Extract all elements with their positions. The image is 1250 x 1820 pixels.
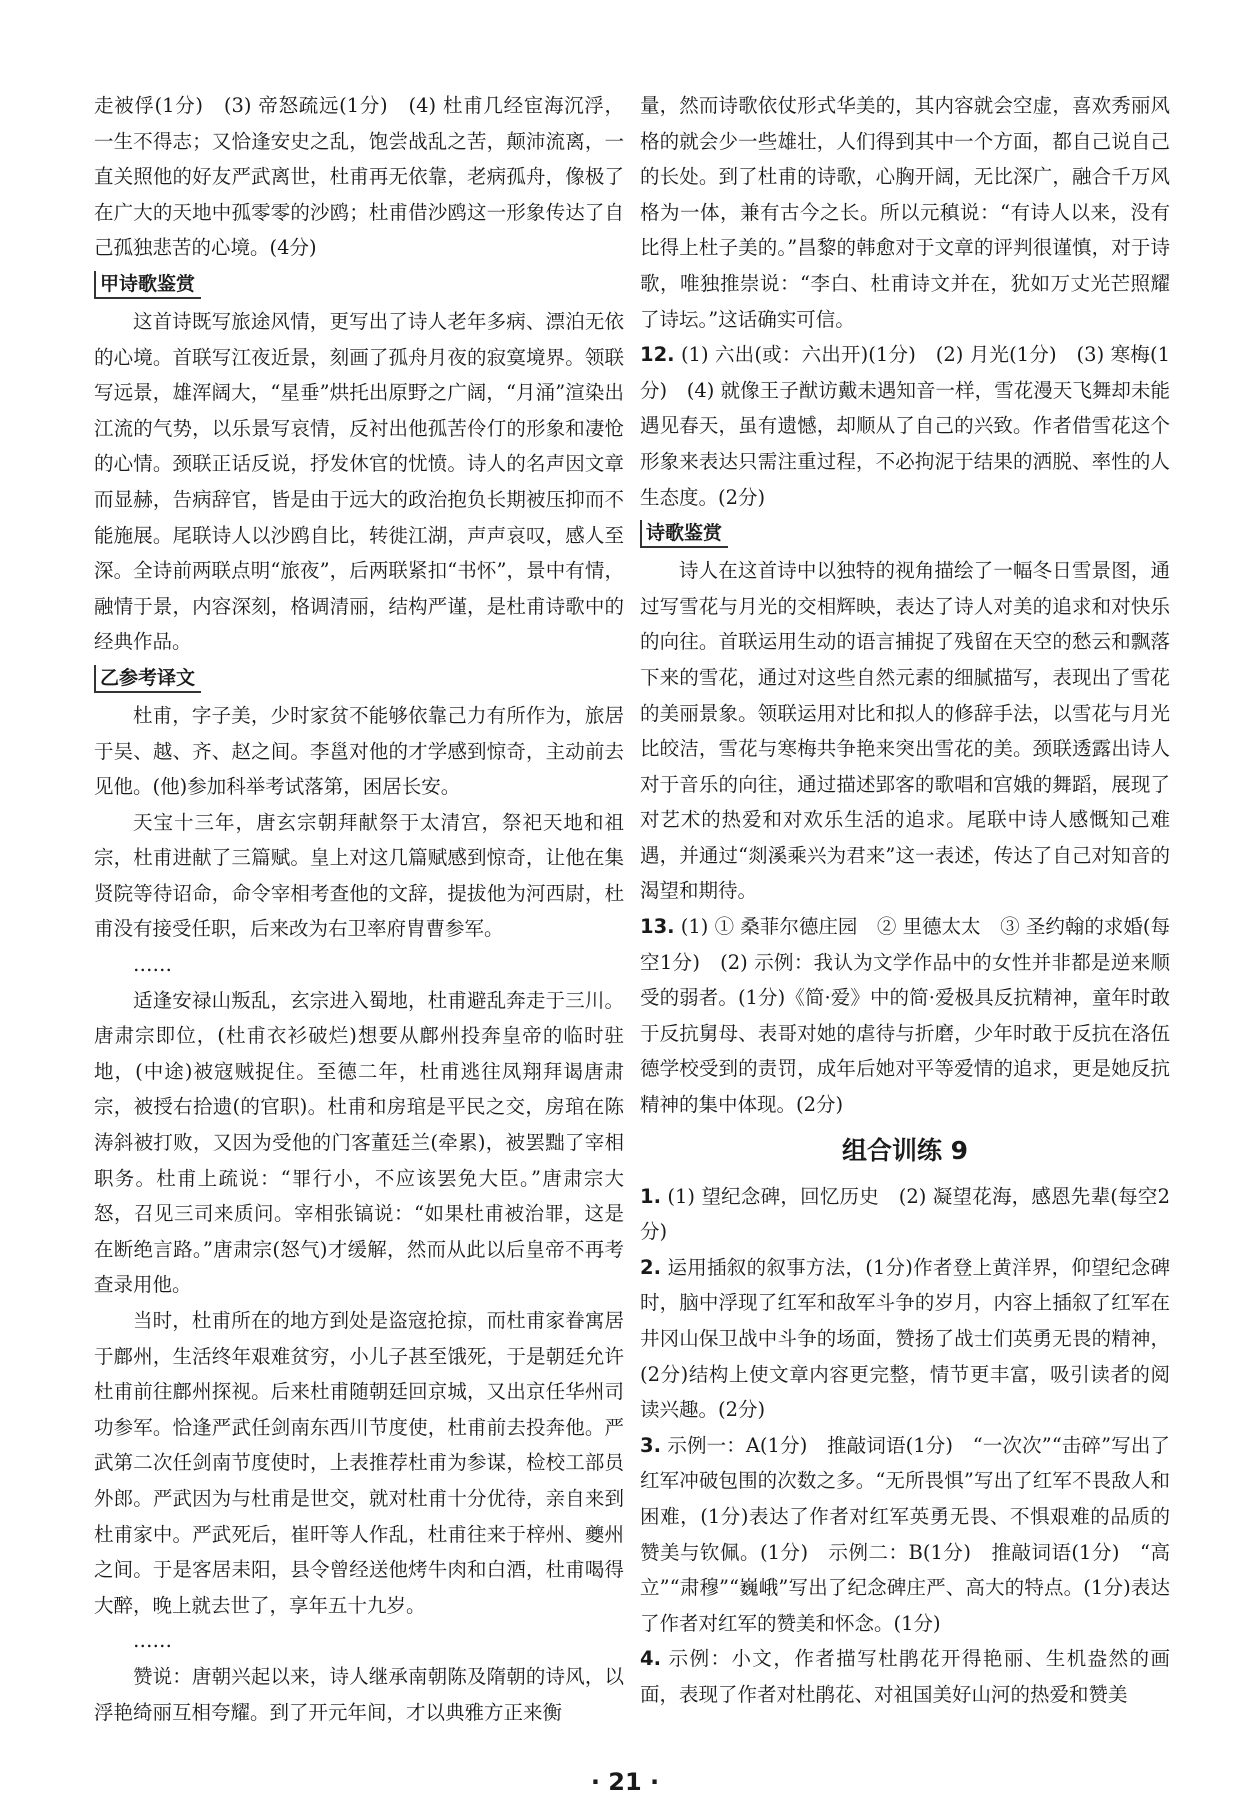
left-column [94, 88, 624, 1730]
question-number: 3. [640, 1433, 661, 1457]
paragraph: 走被俘(1分) (3) 帝怒疏远(1分) (4) 杜甫几经宦海沉浮，一生不得志；又恰逢安史之乱，饱尝战乱之苦，颠沛流离，一直关照他的好友严武离世，杜甫再无依靠，老病孤舟，像极了在广大的天地中孤零零的沙鸥；杜甫借沙鸥这一形象传达了自己孤独悲苦的心境。(4分) [94, 94, 624, 260]
question-number: 1. [640, 1184, 661, 1208]
paragraph: 量，然而诗歌依仗形式华美的，其内容就会空虚，喜欢秀丽风格的就会少一些雄壮，人们得到其中一个方面，都自己说自己的长处。到了杜甫的诗歌，心胸开阔，无比深广，融合千万风格为一体，兼有古今之长。所以元稹说：“有诗人以来，没有比得上杜子美的。”昌黎的韩愈对于文章的评判很谨慎，对于诗歌，唯独推崇说：“李白、杜甫诗文并在，犹如万丈光芒照耀了诗坛。”这话确实可信。 [640, 94, 1170, 331]
paragraph: 诗人在这首诗中以独特的视角描绘了一幅冬日雪景图，通过写雪花与月光的交相辉映，表达了诗人对美的追求和对快乐的向往。首联运用生动的语言捕捉了残留在天空的愁云和飘落下来的雪花，通过对这些自然元素的细腻描写，表现出了雪花的美丽景象。领联运用对比和拟人的修辞手法，以雪花与月光比皎洁，雪花与寒梅共争艳来突出雪花的美。颈联透露出诗人对于音乐的向往，通过描述郢客的歌唱和宫娥的舞蹈，展现了对艺术的热爱和对欢乐生活的追求。尾联中诗人感慨知己难遇，并通过“剡溪乘兴为君来”这一表述，传达了自己对知音的渴望和期待。 [640, 559, 1170, 903]
question-number: 12. [640, 343, 675, 367]
answer-item [640, 1250, 1170, 1428]
answer-item [640, 337, 1170, 515]
answer-text: 示例：小文，作者描写杜鹃花开得艳丽、生机盎然的画面，表现了作者对杜鹃花、对祖国美好山河的热爱和赞美 [640, 1647, 1170, 1706]
section-heading-row [94, 266, 624, 304]
section-heading: 乙参考译文 [94, 665, 201, 693]
paragraph: …… [133, 953, 172, 977]
answer-item [640, 909, 1170, 1123]
answer-text: (1) ① 桑菲尔德庄园 ② 里德太太 ③ 圣约翰的求婚(每空1分) (2) 示例：我认为文学作品中的女性并非都是逆来顺受的弱者。(1分)《简·爱》中的简·爱极具反抗精神，童年时敢于反抗舅母、表哥对她的虐待与折磨，少年时敢于反抗在洛伍德学校受到的责罚，成年后她对平等爱情的追求，更是她反抗精神的集中体现。(2分) [640, 915, 1170, 1117]
paragraph: 天宝十三年，唐玄宗朝拜献祭于太清宫，祭祀天地和祖宗，杜甫进献了三篇赋。皇上对这几篇赋感到惊奇，让他在集贤院等待诏命，命令宰相考查他的文辞，提拔他为河西尉，杜甫没有接受任职，后来改为右卫率府胄曹参军。 [94, 810, 624, 941]
section-heading: 甲诗歌鉴赏 [94, 271, 201, 299]
paragraph: 这首诗既写旅途风情，更写出了诗人老年多病、漂泊无依的心境。首联写江夜近景，刻画了孤舟月夜的寂寞境界。领联写远景，雄浑阔大，“星垂”烘托出原野之广阔，“月涌”渲染出江流的气势，以乐景写哀情，反衬出他孤苦伶仃的形象和凄怆的心情。颈联正话反说，抒发休官的忧愤。诗人的名声因文章而显赫，告病辞官，皆是由于远大的政治抱负长期被压抑而不能施展。尾联诗人以沙鸥自比，转徙江湖，声声哀叹，感人至深。全诗前两联点明“旅夜”，后两联紧扣“书怀”，景中有情，融情于景，内容深刻，格调清丽，结构严谨，是杜甫诗歌中的经典作品。 [94, 309, 624, 654]
section-heading: 诗歌鉴赏 [640, 520, 728, 548]
question-number: 2. [640, 1255, 661, 1279]
section-heading-row [640, 515, 1170, 553]
paragraph: 适逢安禄山叛乱，玄宗进入蜀地，杜甫避乱奔走于三川。唐肃宗即位，(杜甫衣衫破烂)想要从鄜州投奔皇帝的临时驻地，(中途)被寇贼捉住。至德二年，杜甫逃往凤翔拜谒唐肃宗，被授右拾遗(的官职)。杜甫和房琯是平民之交，房琯在陈涛斜被打败，又因为受他的门客董廷兰(牵累)，被罢黜了宰相职务。杜甫上疏说：“罪行小，不应该罢免大臣。”唐肃宗大怒，召见三司来质问。宰相张镐说：“如果杜甫被治罪，这是在断绝言路。”唐肃宗(怒气)才缓解，然而从此以后皇帝不再考查录用他。 [94, 988, 624, 1297]
answer-item [640, 1179, 1170, 1250]
answer-text: (1) 六出(或：六出开)(1分) (2) 月光(1分) (3) 寒梅(1分) (4) 就像王子猷访戴未遇知音一样，雪花漫天飞舞却未能遇见春天，虽有遗憾，却顺从了自己的兴致。作者借雪花这个形象来表达只需注重过程，不必拘泥于结果的洒脱、率性的人生态度。(2分) [640, 343, 1170, 509]
paragraph: …… [133, 1629, 172, 1653]
page-number: · 21 · [590, 1768, 660, 1796]
answer-item [640, 1428, 1170, 1642]
answer-text: 运用插叙的叙事方法，(1分)作者登上黄洋界，仰望纪念碑时，脑中浮现了红军和敌军斗争的岁月，内容上插叙了红军在井冈山保卫战中斗争的场面，赞扬了战士们英勇无畏的精神，(2分)结构上使文章内容更完整，情节更丰富，吸引读者的阅读兴趣。(2分) [640, 1255, 1170, 1422]
paragraph: 杜甫，字子美，少时家贫不能够依靠己力有所作为，旅居于吴、越、齐、赵之间。李邕对他的才学感到惊奇，主动前去见他。(他)参加科举考试落第，困居长安。 [94, 703, 624, 799]
answer-text: 示例一：A(1分) 推敲词语(1分) “一次次”“击碎”写出了红军冲破包围的次数之多。“无所畏惧”写出了红军不畏敌人和困难，(1分)表达了作者对红军英勇无畏、不惧艰难的品质的赞美与钦佩。(1分) 示例二：B(1分) 推敲词语(1分) “高立”“肃穆”“巍峨”写出了纪念碑庄严、高大的特点。(1分)表达了作者对红军的赞美和怀念。(1分) [640, 1433, 1170, 1635]
question-number: 13. [640, 915, 675, 939]
group-title: 组合训练 9 [841, 1135, 969, 1165]
paragraph: 当时，杜甫所在的地方到处是盗寇抢掠，而杜甫家眷寓居于鄜州，生活终年艰难贫穷，小儿子甚至饿死，于是朝廷允许杜甫前往鄜州探视。后来杜甫随朝廷回京城，又出京任华州司功参军。恰逢严武任剑南东西川节度使，杜甫前去投奔他。严武第二次任剑南节度使时，上表推荐杜甫为参谋，检校工部员外郎。严武因为与杜甫是世交，就对杜甫十分优待，亲自来到杜甫家中。严武死后，崔旰等人作乱，杜甫往来于梓州、夔州之间。于是客居耒阳，县令曾经送他烤牛肉和白酒，杜甫喝得大醉，晚上就去世了，享年五十九岁。 [94, 1309, 624, 1617]
section-heading-row [94, 660, 624, 698]
paragraph: 赞说：唐朝兴起以来，诗人继承南朝陈及隋朝的诗风，以浮艳绮丽互相夸耀。到了开元年间，才以典雅方正来衡 [94, 1664, 624, 1724]
right-column [640, 88, 1170, 1713]
question-number: 4. [640, 1647, 661, 1671]
answer-item [640, 1641, 1170, 1712]
answer-text: (1) 望纪念碑，回忆历史 (2) 凝望花海，感恩先辈(每空2分) [640, 1184, 1170, 1244]
